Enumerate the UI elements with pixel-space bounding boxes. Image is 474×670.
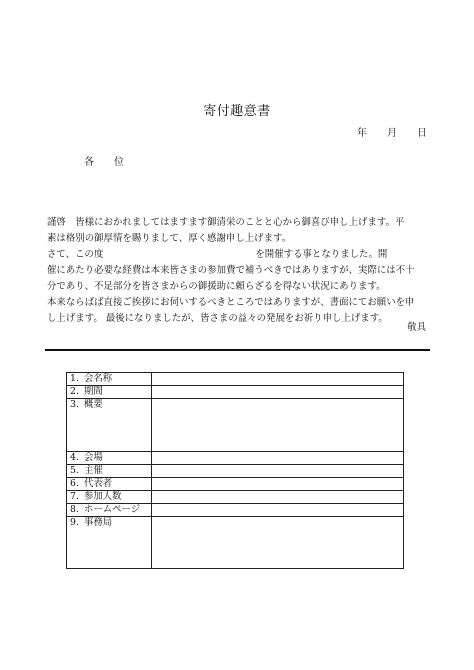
body-line-2: 素は格別の御厚情を賜りまして、厚く感謝申し上げます。 (47, 233, 292, 244)
row-number: 5. (70, 465, 79, 476)
row-label (67, 465, 152, 478)
row-label (67, 504, 152, 517)
row-label-text: 概要 (84, 399, 103, 410)
body-line-5: 分であり、不足部分を皆さまからの御援助に頼らざるを得ない状況にあります。 (47, 281, 386, 292)
row-value-cell[interactable] (152, 399, 404, 452)
row-value-cell[interactable] (152, 465, 404, 478)
row-value-cell[interactable] (152, 373, 404, 386)
table-row (67, 399, 404, 452)
table-row (67, 491, 404, 504)
row-value-cell[interactable] (152, 504, 404, 517)
date-month-label: 月 (387, 128, 397, 139)
row-number: 3. (70, 399, 79, 410)
body-line-3b: を開催する事となりました。開 (255, 249, 388, 260)
row-number: 4. (70, 452, 79, 463)
row-label-text: 主催 (84, 465, 103, 476)
row-value-cell[interactable] (152, 517, 404, 569)
row-label-text: 代表者 (84, 478, 113, 489)
row-label-text: 会名称 (84, 373, 113, 384)
row-label (67, 517, 152, 569)
table-row (67, 373, 404, 386)
body-line-7: し上げます。 最後になりましたが、皆さまの益々の発展をお祈り申し上げます。 (47, 313, 388, 324)
closing-keigu: 敬具 (407, 322, 426, 333)
row-label (67, 478, 152, 491)
addressee-char-1: 各 (84, 157, 94, 168)
table-row (67, 452, 404, 465)
row-label (67, 491, 152, 504)
row-number: 7. (70, 491, 79, 502)
event-info-table (66, 372, 404, 569)
table-row (67, 386, 404, 399)
date-year-label: 年 (357, 128, 367, 139)
row-number: 2. (70, 386, 79, 397)
row-number: 9. (70, 517, 79, 528)
body-line-1: 謹啓 皆様におかれましてはますます御清栄のことと心から御喜び申し上げます。平 (47, 217, 405, 228)
row-label (67, 452, 152, 465)
row-label (67, 399, 152, 452)
table-row (67, 504, 404, 517)
row-label-text: 事務局 (84, 517, 113, 528)
row-label (67, 386, 152, 399)
row-value-cell[interactable] (152, 478, 404, 491)
table-row (67, 478, 404, 491)
addressee (84, 153, 144, 168)
letter-body (47, 215, 429, 327)
row-label-text: 会場 (84, 452, 103, 463)
row-label-text: ホームページ (84, 504, 141, 515)
body-line-6: 本来ならばば直接ご挨拶にお伺いするべきところではありますが、書面にてお願いを申 (47, 297, 415, 308)
addressee-char-2: 位 (114, 157, 124, 168)
body-line-4: 催にあたり必要な経費は本来皆さまの参加費で補うべきではありますが、実際には不十 (47, 265, 415, 276)
document-title: 寄付趣意書 (203, 104, 271, 119)
table-row (67, 465, 404, 478)
row-number: 1. (70, 373, 79, 384)
table-row (67, 517, 404, 569)
horizontal-divider (45, 349, 430, 351)
row-number: 6. (70, 478, 79, 489)
row-label-text: 期間 (84, 386, 103, 397)
row-value-cell[interactable] (152, 386, 404, 399)
body-line-3 (47, 247, 429, 263)
row-value-cell[interactable] (152, 491, 404, 504)
row-value-cell[interactable] (152, 452, 404, 465)
row-label-text: 参加人数 (84, 491, 122, 502)
row-label (67, 373, 152, 386)
row-number: 8. (70, 504, 79, 515)
date-day-label: 日 (417, 128, 427, 139)
body-line-3a: さて、この度 (47, 249, 104, 260)
